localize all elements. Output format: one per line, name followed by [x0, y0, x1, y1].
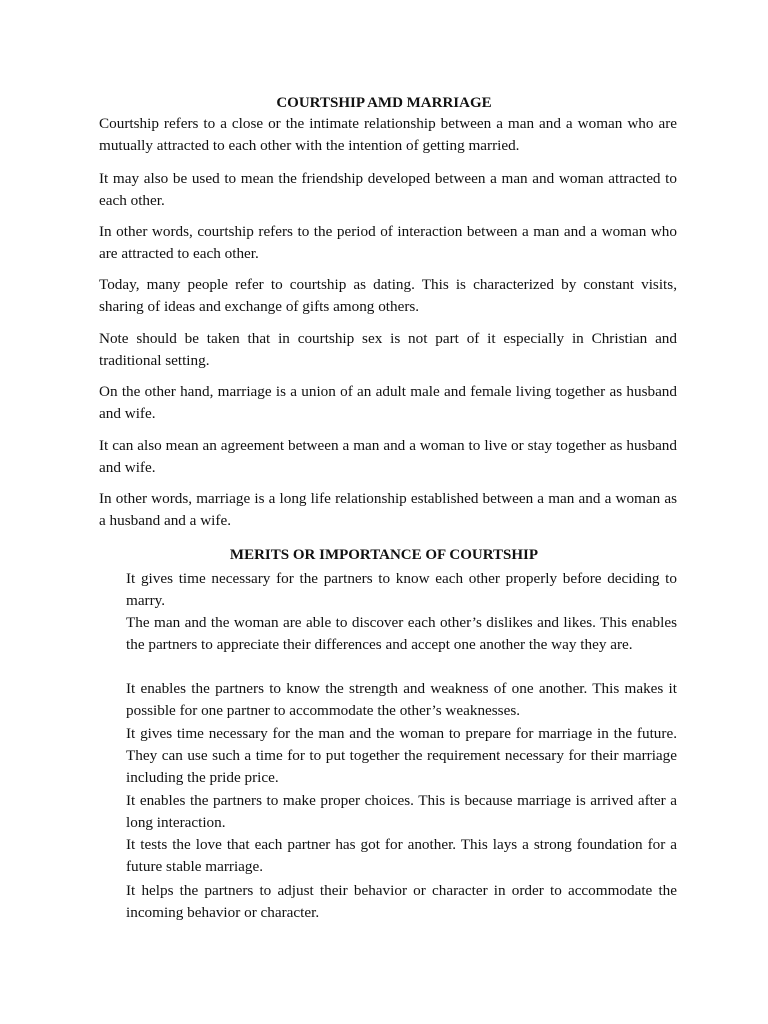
merit-item: It gives time necessary for the man and the woman to prepare for marriage in the future. They can use such a time for to put together the requirement necessary for their marriage including the pride price. [126, 725, 677, 786]
merit-item: It gives time necessary for the partners to know each other properly before deciding to marry. [126, 570, 677, 609]
document-title: COURTSHIP AMD MARRIAGE [276, 95, 492, 111]
merit-item: It enables the partners to make proper choices. This is because marriage is arrived after a long interaction. [126, 792, 677, 831]
merit-item: It helps the partners to adjust their behavior or character in order to accommodate the incoming behavior or character. [126, 882, 677, 921]
paragraph-interaction-period: In other words, courtship refers to the period of interaction between a man and a woman who are attracted to each other. [99, 223, 677, 262]
paragraph-courtship-definition: Courtship refers to a close or the intimate relationship between a man and a woman who are mutually attracted to each other with the intention of getting married. [99, 115, 677, 154]
paragraph-long-life-relationship: In other words, marriage is a long life relationship established between a man and a woman as a husband and a wife. [99, 490, 677, 529]
paragraph-note: Note should be taken that in courtship sex is not part of it especially in Christian and traditional setting. [99, 330, 677, 369]
paragraph-agreement: It can also mean an agreement between a man and a woman to live or stay together as husband and wife. [99, 437, 677, 476]
merits-heading: MERITS OR IMPORTANCE OF COURTSHIP [229, 547, 539, 563]
paragraph-dating: Today, many people refer to courtship as dating. This is characterized by constant visits, sharing of ideas and exchange of gifts among others. [99, 276, 677, 315]
paragraph-marriage-definition: On the other hand, marriage is a union of an adult male and female living together as husband and wife. [99, 383, 677, 422]
merit-item: It tests the love that each partner has got for another. This lays a strong foundation for a future stable marriage. [126, 836, 677, 875]
merit-item: The man and the woman are able to discover each other’s dislikes and likes. This enables the partners to appreciate their differences and accept one another the way they are. [126, 614, 677, 653]
paragraph-friendship: It may also be used to mean the friendship developed between a man and woman attracted to each other. [99, 170, 677, 209]
merit-item: It enables the partners to know the strength and weakness of one another. This makes it possible for one partner to accommodate the other’s weaknesses. [126, 680, 677, 719]
